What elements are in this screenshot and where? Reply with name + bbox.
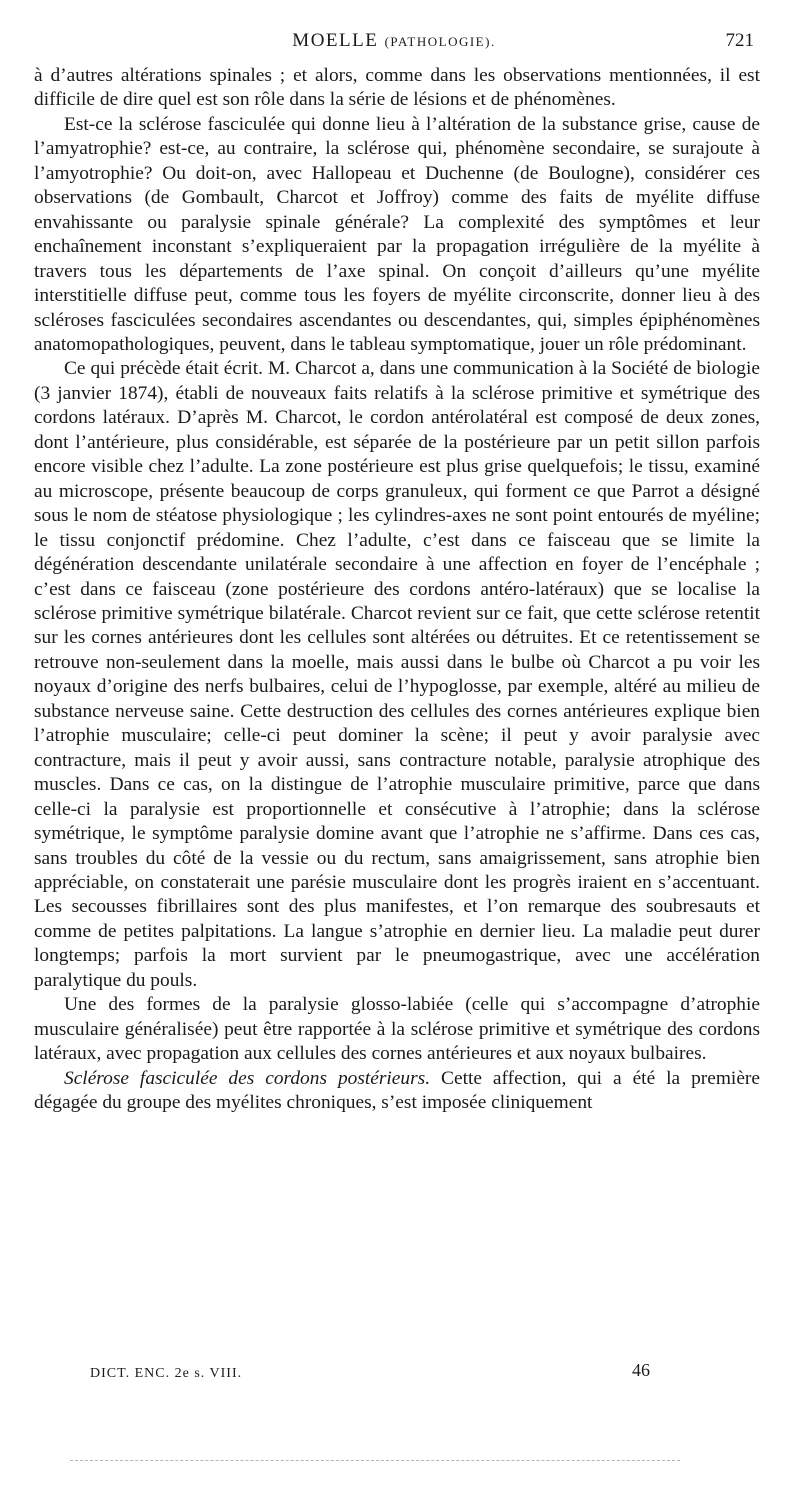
header-title: MOELLE [292, 30, 379, 51]
body-text [34, 64, 760, 1115]
bottom-bleed-rule [70, 1460, 680, 1461]
header-subtitle: (PATHOLOGIE). [384, 34, 496, 49]
page-number: 721 [725, 30, 754, 51]
paragraph-5 [34, 1067, 760, 1116]
paragraph-2: Est-ce la sclérose fasciculée qui donne lieu à l’altération de la substance grise, cause de l’amyatrophie? est-ce, au contraire, la sclérose qui, phénomène secondaire, se surajoute à l’amyotrophie? Ou doit-on, avec Hallopeau et Duchenne (de Boulogne), considérer ces observations (de Gombault, Charcot et Joffroy) comme des faits de myélite diffuse envahissante ou paralysie spinale générale? La complexité des symptômes et leur enchaînement inconstant s’expliqueraient par la propagation irrégulière de la myélite à travers tous les départements de l’axe spinal. On conçoit d’ailleurs qu’une myélite interstitielle diffuse peut, comme tous les foyers de myélite circonscrite, donner lieu à des scléroses fasciculées secondaires ascendantes ou descendantes, qui, simples épiphénomènes anatomopathologiques, peuvent, dans le tableau symptomatique, jouer un rôle prédominant. [34, 113, 760, 355]
paragraph-1: à d’autres altérations spinales ; et alors, comme dans les observations mentionnées, il est difficile de dire quel est son rôle dans la série de lésions et de phénomènes. [34, 65, 760, 111]
running-head [34, 30, 754, 58]
page-footer [90, 1360, 710, 1390]
sheet-number: 46 [632, 1360, 650, 1380]
section-heading-italic: Sclérose fasciculée des cordons postérieurs. [64, 1067, 431, 1089]
paragraph-5-text: Cette affection, qui a été la première dégagée du groupe des myélites chroniques, s’est imposée cliniquement [34, 1067, 760, 1114]
footer-signature: DICT. ENC. 2e s. VIII. [90, 1366, 243, 1381]
paragraph-4: Une des formes de la paralysie glosso-labiée (celle qui s’accompagne d’atrophie musculaire généralisée) peut être rapportée à la sclérose primitive et symétrique des cordons latéraux, avec propagation aux cellules des cornes antérieures et aux noyaux bulbaires. [34, 994, 760, 1065]
paragraph-3: Ce qui précède était écrit. M. Charcot a, dans une communication à la Société de biologie (3 janvier 1874), établi de nouveaux faits relatifs à la sclérose primitive et symétrique des cordons latéraux. D’après M. Charcot, le cordon antérolatéral est composé de deux zones, dont l’antérieure, plus considérable, est séparée de la postérieure par un petit sillon parfois encore visible chez l’adulte. La zone postérieure est plus grise quelquefois; le tissu, examiné au microscope, présente beaucoup de corps granuleux, qui forment ce que Parrot a désigné sous le nom de stéatose physiologique ; les cylindres-axes ne sont point entourés de myéline; le tissu conjonctif prédomine. Chez l’adulte, c’est dans ce faisceau que se limite la dégénération descendante unilatérale secondaire à une affection en foyer de l’encéphale ; c’est dans ce faisceau (zone postérieure des cordons antéro-latéraux) que se localise la sclérose primitive symétrique bilatérale. Charcot revient sur ce fait, que cette sclérose retentit sur les cornes antérieures dont les cellules sont altérées ou détruites. Et ce retentissement se retrouve non-seulement dans la moelle, mais aussi dans le bulbe où Charcot a pu voir les noyaux d’origine des nerfs bulbaires, celui de l’hypoglosse, par exemple, altéré au milieu de substance nerveuse saine. Cette destruction des cellules des cornes antérieures explique bien l’atrophie musculaire; celle-ci peut dominer la scène; il peut y avoir paralysie avec contracture, mais il peut y avoir aussi, sans contracture notable, paralysie atrophique des muscles. Dans ce cas, on la distingue de l’atrophie musculaire primitive, parce que dans celle-ci la paralysie est proportionnelle et consécutive à l’atrophie; dans la sclérose symétrique, le symptôme paralysie domine avant que l’atrophie ne s’affirme. Dans ces cas, sans troubles du côté de la vessie ou du rectum, sans amaigrissement, sans atrophie bien appréciable, on constaterait une parésie musculaire dont les progrès iraient en s’accentuant. Les secousses fibrillaires sont des plus manifestes, et l’on remarque des soubresauts et comme de petites palpitations. La langue s’atrophie en dernier lieu. La maladie peut durer longtemps; parfois la mort survient par le pneumogastrique, avec une accélération paralytique du pouls. [34, 358, 760, 991]
running-head-title [34, 30, 754, 52]
